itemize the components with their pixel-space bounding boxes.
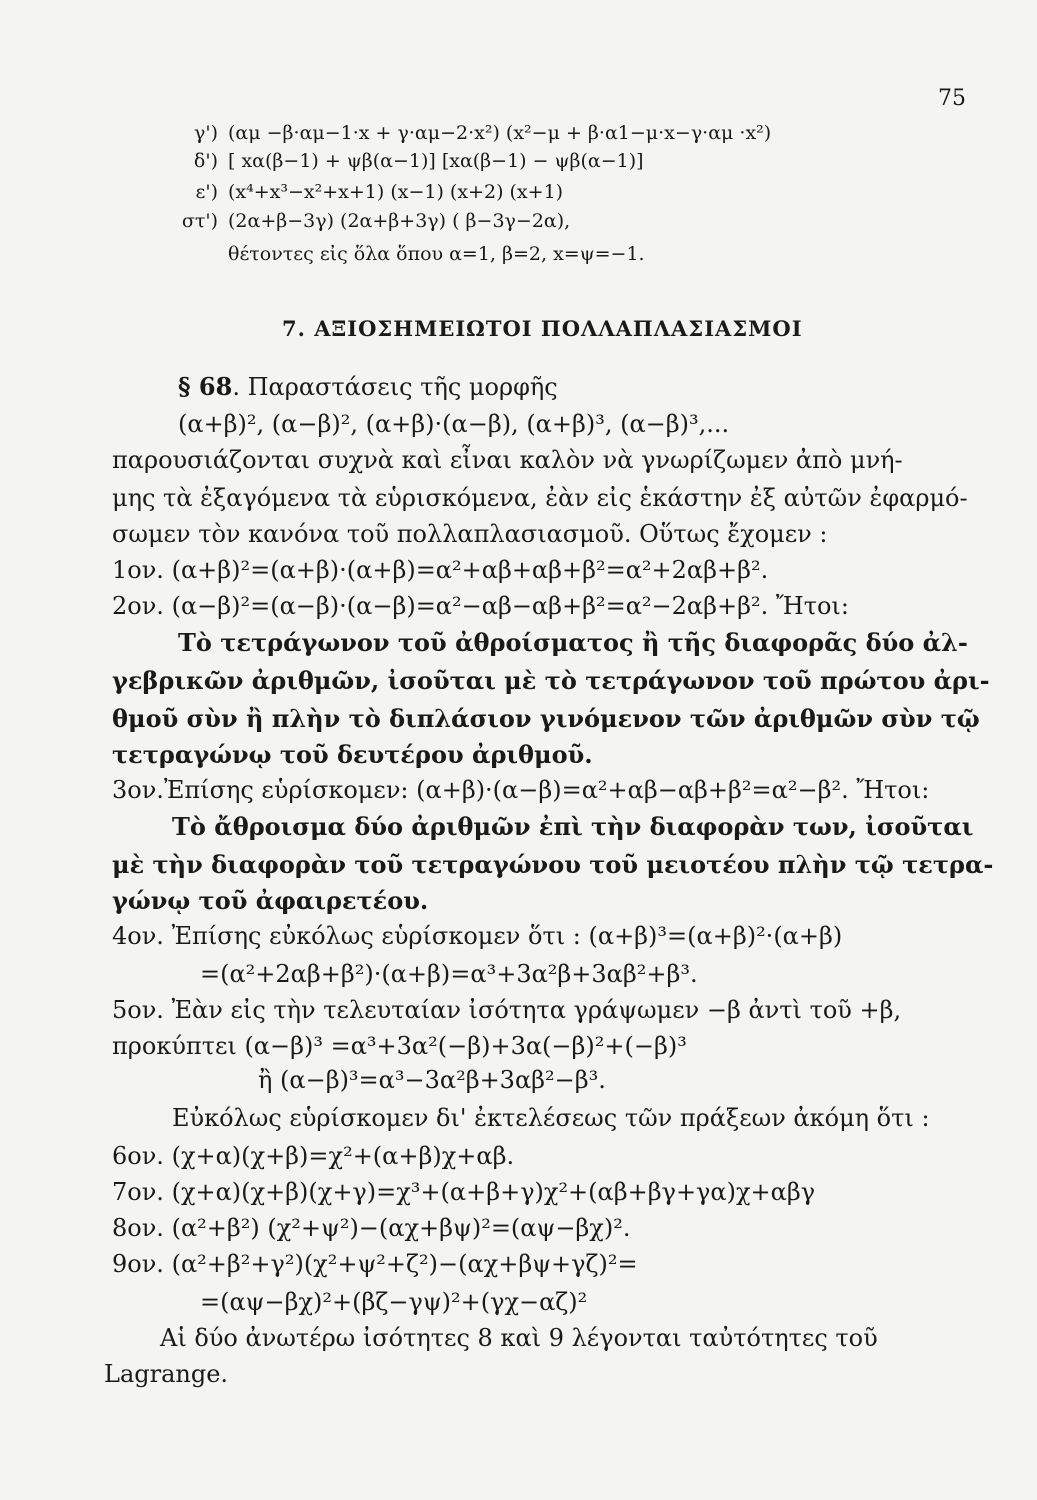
identity-line (112, 1214, 630, 1242)
rule-line: μὲ τὴν διαφορὰν τοῦ τετραγώνου τοῦ μειοτέου πλὴν τῷ τετρα- (112, 850, 994, 879)
identity-text: (α²+β²) (χ²+ψ²)−(αχ+βψ)²=(αψ−βχ)². (171, 1214, 631, 1242)
identity-line (112, 776, 929, 804)
identity-line (112, 922, 842, 950)
paragraph-line: Εὐκόλως εὑρίσκομεν δι' ἐκτελέσεως τῶν πράξεων ἀκόμη ὅτι : (172, 1104, 930, 1132)
exercise-text: (2α+β−3γ) (2α+β+3γ) ( β−3γ−2α), (228, 210, 571, 232)
identity-text: Ἐπίσης εὐκόλως εὑρίσκομεν ὅτι : (α+β)³=(α+β)²·(α+β) (171, 922, 843, 950)
exercise-label: ε') (195, 181, 218, 203)
identity-label: 7ον. (112, 1178, 164, 1206)
identity-line: =(αψ−βχ)²+(βζ−γψ)²+(γχ−αζ)² (200, 1288, 588, 1316)
identity-label: 2ον. (112, 592, 164, 620)
section-heading: 7. ΑΞΙΟΣΗΜΕΙΩΤΟΙ ΠΟΛΛΑΠΛΑΣΙΑΣΜΟΙ (282, 316, 803, 341)
identity-line (112, 996, 901, 1024)
identity-line (112, 556, 768, 584)
identity-text: (χ+α)(χ+β)=χ²+(α+β)χ+αβ. (171, 1142, 515, 1170)
rule-line: Τὸ τετράγωνον τοῦ ἀθροίσματος ἢ τῆς διαφορᾶς δύο ἀλ- (178, 628, 968, 657)
exercise-line (170, 150, 644, 172)
identity-line (112, 1178, 815, 1206)
section-intro-text: . Παραστάσεις τῆς μορφῆς (232, 373, 558, 401)
forms-line: (α+β)², (α−β)², (α+β)·(α−β), (α+β)³, (α−β)³,... (178, 410, 730, 438)
section-intro (178, 372, 558, 401)
identity-text: (α²+β²+γ²)(χ²+ψ²+ζ²)−(αχ+βψ+γζ)²= (171, 1250, 638, 1278)
rule-line: θμοῦ σὺν ἢ πλὴν τὸ διπλάσιον γινόμενον τῶν ἀριθμῶν σὺν τῷ (112, 704, 980, 733)
paragraph-line: Lagrange. (104, 1360, 229, 1388)
identity-text: Ἐπίσης εὑρίσκομεν: (α+β)·(α−β)=α²+αβ−αβ+β²=α²−β². Ἤτοι: (163, 776, 930, 804)
rule-line: τετραγώνῳ τοῦ δευτέρου ἀριθμοῦ. (112, 740, 593, 769)
rule-line: Τὸ ἄθροισμα δύο ἀριθμῶν ἐπὶ τὴν διαφορὰν των, ἰσοῦται (172, 812, 974, 841)
identity-label: 8ον. (112, 1214, 164, 1242)
paragraph-line: Αἱ δύο ἀνωτέρω ἰσότητες 8 καὶ 9 λέγονται ταὐτότητες τοῦ (160, 1324, 878, 1352)
exercise-line (170, 122, 771, 144)
identity-line (112, 1250, 638, 1278)
identity-line: =(α²+2αβ+β²)·(α+β)=α³+3α²β+3αβ²+β³. (200, 960, 698, 988)
identity-line (112, 1142, 514, 1170)
identity-label: 5ον. (112, 996, 164, 1024)
rule-line: γώνῳ τοῦ ἀφαιρετέου. (112, 886, 429, 915)
paragraph-line: μης τὰ ἐξαγόμενα τὰ εὑρισκόμενα, ἐὰν εἰς ἑκάστην ἐξ αὐτῶν ἐφαρμό- (112, 484, 968, 512)
exercise-text: θέτοντες εἰς ὅλα ὅπου α=1, β=2, x=ψ=−1. (228, 243, 645, 265)
rule-line: γεβρικῶν ἀριθμῶν, ἰσοῦται μὲ τὸ τετράγωνον τοῦ πρώτου ἀρι- (112, 666, 990, 695)
identity-label: 9ον. (112, 1250, 164, 1278)
exercise-line (170, 210, 570, 232)
page-number: 75 (938, 86, 966, 111)
identity-label: 4ον. (112, 922, 164, 950)
paragraph-line: σωμεν τὸν κανόνα τοῦ πολλαπλασιασμοῦ. Οὕτως ἔχομεν : (112, 520, 828, 548)
identity-text: (α+β)²=(α+β)·(α+β)=α²+αβ+αβ+β²=α²+2αβ+β². (171, 556, 769, 584)
identity-text: (χ+α)(χ+β)(χ+γ)=χ³+(α+β+γ)χ²+(αβ+βγ+γα)χ+αβγ (171, 1178, 816, 1206)
identity-line: ἢ (α−β)³=α³−3α²β+3αβ²−β³. (258, 1066, 606, 1094)
exercise-text: (x⁴+x³−x²+x+1) (x−1) (x+2) (x+1) (228, 181, 564, 203)
identity-text: Ἐὰν εἰς τὴν τελευταίαν ἰσότητα γράψωμεν −β ἀντὶ τοῦ +β, (171, 996, 902, 1024)
exercise-label: στ') (181, 210, 218, 232)
section-mark: § 68 (178, 372, 233, 401)
exercise-label: γ') (194, 122, 218, 144)
identity-label: 6ον. (112, 1142, 164, 1170)
identity-line (112, 592, 849, 620)
paragraph-line: παρουσιάζονται συχνὰ καὶ εἶναι καλὸν νὰ γνωρίζωμεν ἀπὸ μνή- (112, 446, 903, 474)
exercise-text: (αμ −β·αμ−1·x + γ·αμ−2·x²) (x²−μ + β·α1−μ·x−γ·αμ ·x²) (228, 122, 772, 144)
exercise-line (170, 181, 563, 203)
identity-label: 3ον. (112, 776, 164, 804)
exercise-label: δ') (193, 150, 218, 172)
identity-line: προκύπτει (α−β)³ =α³+3α²(−β)+3α(−β)²+(−β)³ (112, 1032, 687, 1060)
exercise-text: [ xα(β−1) + ψβ(α−1)] [xα(β−1) − ψβ(α−1)] (228, 150, 644, 172)
identity-text: (α−β)²=(α−β)·(α−β)=α²−αβ−αβ+β²=α²−2αβ+β². Ἤτοι: (171, 592, 849, 620)
identity-label: 1ον. (112, 556, 164, 584)
exercise-line (170, 243, 645, 265)
